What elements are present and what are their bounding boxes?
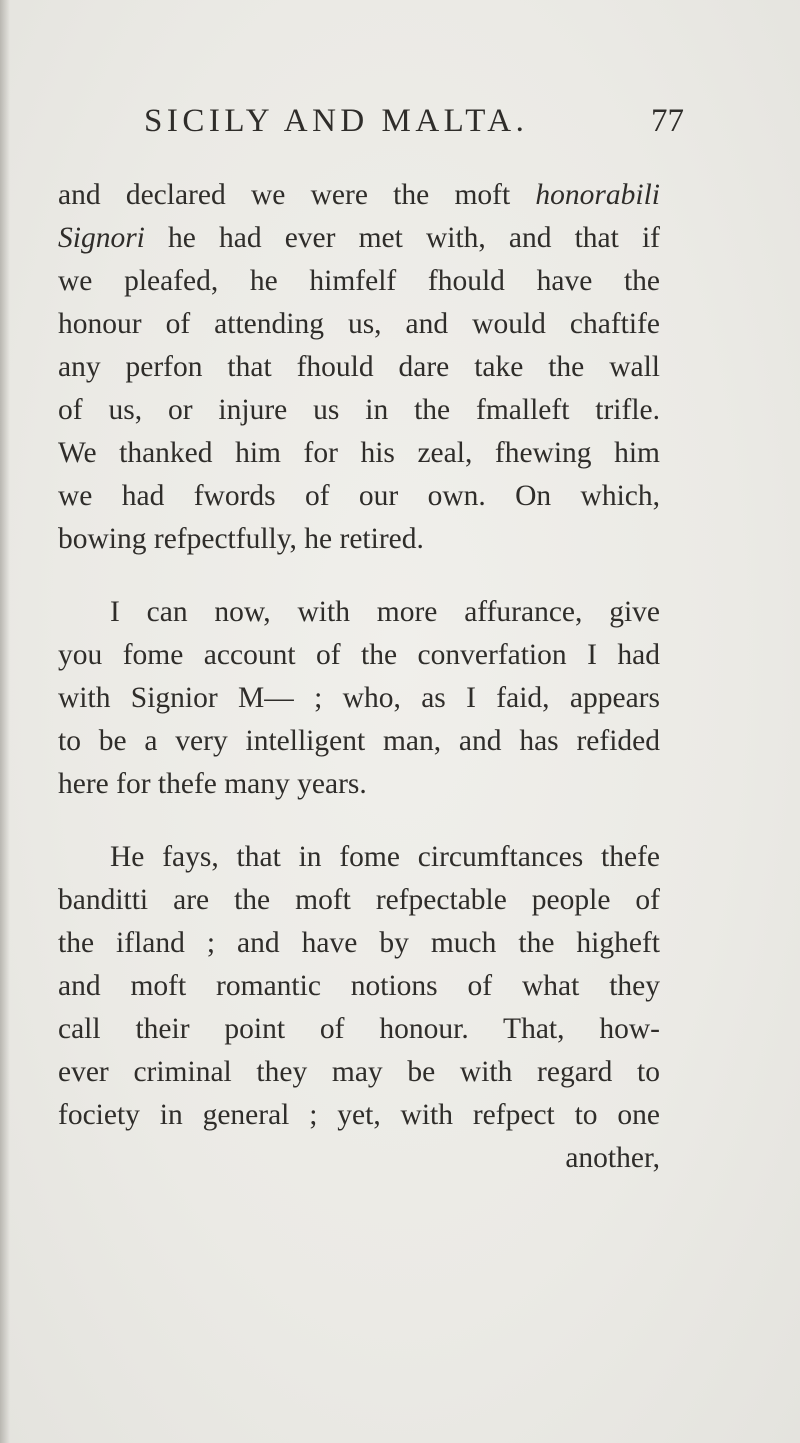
running-head: SICILY AND MALTA. [144,103,529,139]
text-line: bowing refpectfully, he retired. [58,523,424,555]
text-line: we pleafed, he himfelf fhould have the [58,265,660,297]
paragraph-gap [58,806,660,836]
text-line: of us, or injure us in the fmalleft trifle. [58,394,660,426]
text-line: any perfon that fhould dare take the wall [58,351,660,383]
paragraph [58,836,660,1137]
paragraph [58,174,660,561]
page-number: 77 [651,103,684,139]
page-header [144,96,684,146]
text-line: you fome account of the converfation I had [58,639,660,671]
text-line: and moft romantic notions of what they [58,970,660,1002]
text-line: fociety in general ; yet, with refpect to one [58,1099,660,1131]
text-line: He fays, that in fome circumftances thefe [110,841,660,873]
text-line: the ifland ; and have by much the higheft [58,927,660,959]
text-line: ever criminal they may be with regard to [58,1056,660,1088]
body-text [58,174,660,1180]
text-line: Signori he had ever met with, and that if [58,222,660,254]
text-line: We thanked him for his zeal, fhewing him [58,437,660,469]
text-line: we had fwords of our own. On which, [58,480,660,512]
page-edge-shadow [0,0,10,1443]
text-line: banditti are the moft refpectable people of [58,884,660,916]
text-line: call their point of honour. That, how- [58,1013,660,1045]
italic-term: Signori [58,222,145,254]
italic-term: honorabili [535,179,660,211]
paragraph-gap [58,561,660,591]
text-line: I can now, with more affurance, give [110,596,660,628]
catchword: another, [565,1142,660,1174]
text-line: here for thefe many years. [58,768,367,800]
text-line: to be a very intelligent man, and has refided [58,725,660,757]
text-line: honour of attending us, and would chaftife [58,308,660,340]
paragraph [58,591,660,806]
text-line: and declared we were the moft honorabili [58,179,660,211]
text-line: with Signior M— ; who, as I faid, appears [58,682,660,714]
